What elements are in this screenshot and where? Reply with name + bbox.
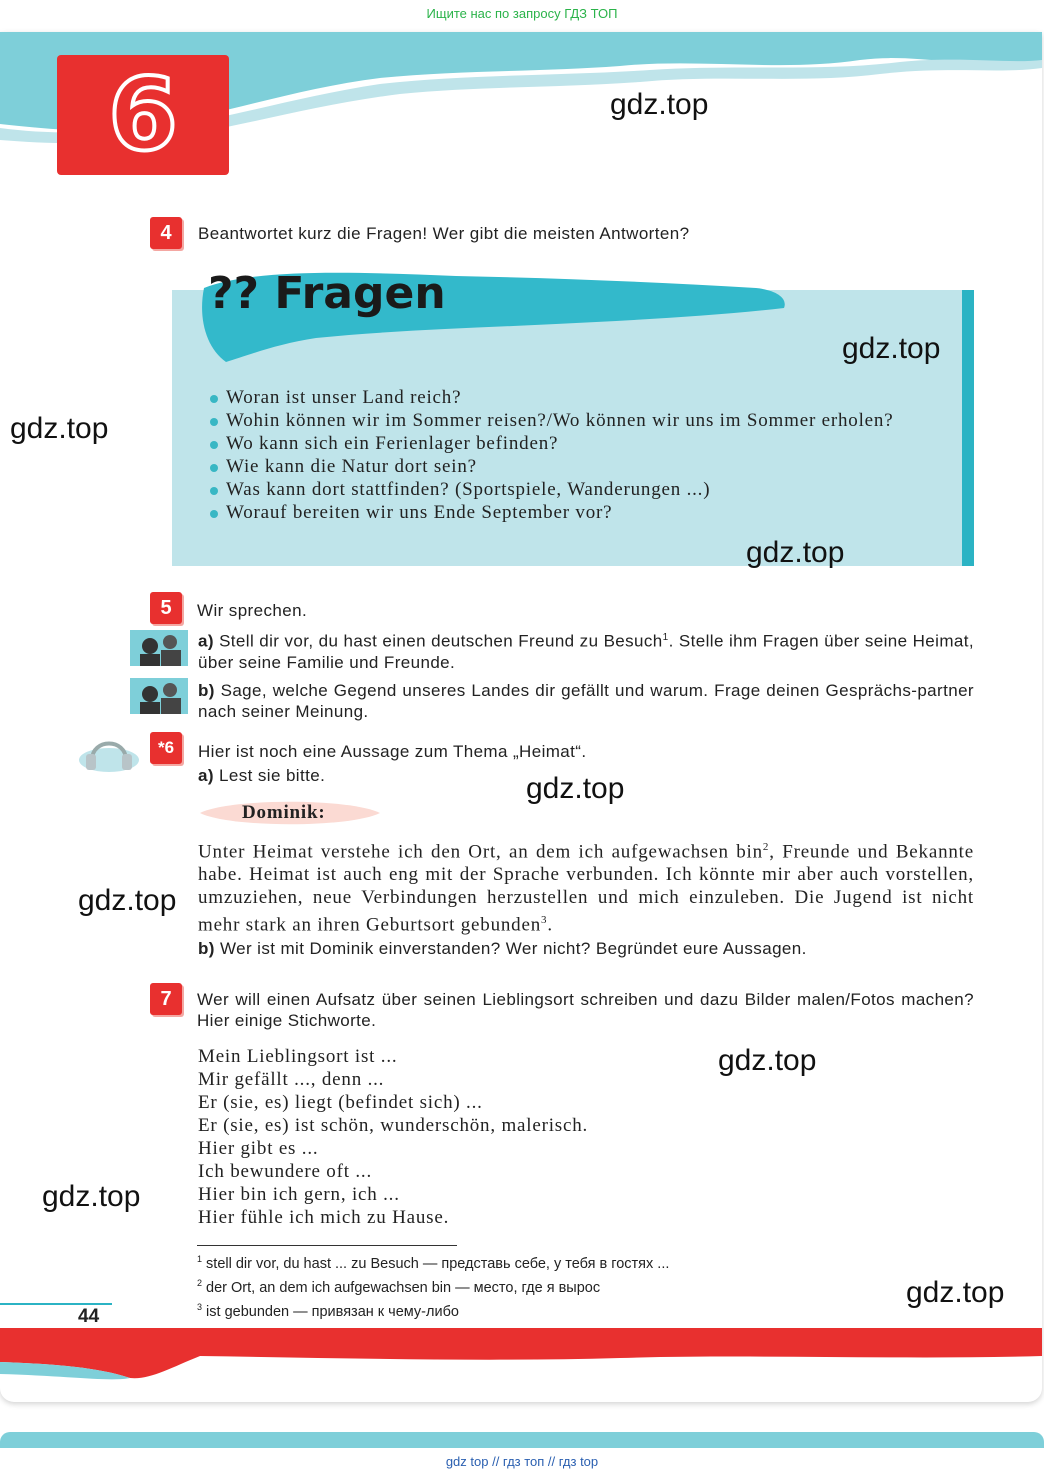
footer-brush-band	[0, 1328, 1042, 1382]
statement-text: .	[547, 914, 553, 936]
pair-work-icon	[130, 628, 188, 668]
fragen-title: ?? Fragen	[208, 268, 446, 319]
list-item: Worauf bereiten wir uns Ende September vor?	[208, 501, 953, 524]
list-item: Hier bin ich gern, ich ...	[198, 1184, 400, 1205]
watermark: gdz.top	[906, 1276, 1005, 1309]
exercise-7-instruction: Wer will einen Aufsatz über seinen Lieblingsort schreiben und dazu Bilder malen/Fotos machen? Hier einige Stichworte.	[197, 990, 974, 1030]
item-label-b: b)	[198, 939, 215, 958]
footnote-mark: 3	[197, 1301, 203, 1312]
footnote-text: ist gebunden — привязан к чему-либо	[206, 1303, 459, 1320]
list-item: Mein Lieblingsort ist ...	[198, 1046, 398, 1067]
exercise-number-7: 7	[150, 983, 182, 1015]
exercise-6b	[198, 939, 807, 959]
bottom-note[interactable]: gdz top // гдз топ // гдз top	[445, 1454, 599, 1469]
page-number-line	[0, 1303, 112, 1305]
exercise-6a-text: Lest sie bitte.	[219, 766, 326, 785]
footnote	[197, 1274, 669, 1298]
watermark: gdz.top	[746, 536, 845, 569]
item-label-a: a)	[198, 631, 214, 651]
pair-work-icon	[130, 676, 188, 716]
exercise-5a-text: Stell dir vor, du hast einen deutschen Freund zu Besuch	[219, 631, 663, 651]
footnote-divider	[197, 1245, 457, 1246]
footnote-text: stell dir vor, du hast ... zu Besuch — представь себе, у тебя в гостях ...	[206, 1255, 670, 1272]
headphones-icon	[76, 726, 142, 774]
list-item: Wo kann sich ein Ferienlager befinden?	[208, 432, 953, 455]
footnote-ref-2: 2	[762, 841, 770, 853]
list-item: Er (sie, es) ist schön, wunderschön, malerisch.	[198, 1115, 589, 1136]
watermark: gdz.top	[78, 884, 177, 917]
question-list	[208, 386, 953, 524]
item-label-a: a)	[198, 766, 214, 785]
exercise-4-instruction: Beantwortet kurz die Fragen! Wer gibt die meisten Antworten?	[198, 224, 690, 243]
exercise-number-5: 5	[150, 592, 182, 624]
footnote-mark: 1	[197, 1254, 203, 1264]
next-page-edge	[0, 1432, 1044, 1448]
statement-text: , Freunde und Bekannte habe. Heimat ist auch eng mit der Sprache verbunden. Ich könnte mir aber auch vorstellen, umzuziehen, neue Verbindungen herzustellen und mich einzuleben. Die Jugend ist nicht mehr stark an ihren Geburtsort gebunden	[198, 841, 974, 936]
exercise-number-4: 4	[150, 217, 182, 249]
list-item: Woran ist unser Land reich?	[208, 386, 953, 409]
page-number: 44	[78, 1306, 100, 1327]
list-item: Wohin können wir im Sommer reisen?/Wo können wir uns im Sommer erholen?	[208, 409, 953, 432]
footnote-ref-1: 1	[662, 632, 669, 643]
dominik-statement	[198, 836, 974, 937]
list-item: Hier fühle ich mich zu Hause.	[198, 1207, 450, 1228]
list-item: Mir gefällt ..., denn ...	[198, 1069, 385, 1090]
footnotes	[197, 1250, 669, 1321]
watermark: gdz.top	[842, 332, 941, 365]
footnote-mark: 2	[197, 1277, 203, 1288]
list-item: Hier gibt es ...	[198, 1138, 319, 1159]
chapter-number: 6	[108, 56, 178, 173]
watermark: gdz.top	[10, 412, 109, 445]
footnote-text: der Ort, an dem ich aufgewachsen bin — место, где я вырос	[206, 1279, 601, 1296]
keyword-list	[198, 1045, 588, 1229]
watermark: gdz.top	[42, 1180, 141, 1213]
top-note[interactable]: Ищите нас по запросу ГДЗ ТОП	[426, 6, 618, 21]
item-label-b: b)	[198, 681, 215, 700]
footnote	[197, 1298, 669, 1322]
list-item: Er (sie, es) liegt (befindet sich) ...	[198, 1092, 483, 1113]
watermark: gdz.top	[718, 1044, 817, 1077]
statement-text: Unter Heimat verstehe ich den Ort, an dem ich aufgewachsen bin	[198, 841, 763, 863]
list-item: Was kann dort stattfinden? (Sportspiele, Wanderungen ...)	[208, 478, 953, 501]
exercise-6-instruction: Hier ist noch eine Aussage zum Thema „Heimat“.	[198, 742, 587, 761]
chapter-badge	[57, 55, 229, 175]
exercise-5-instruction: Wir sprechen.	[197, 601, 308, 620]
exercise-5b	[198, 680, 974, 722]
exercise-5a	[198, 627, 974, 673]
speaker-name: Dominik:	[242, 802, 326, 823]
exercise-6b-text: Wer ist mit Dominik einverstanden? Wer nicht? Begründet eure Aussagen.	[219, 939, 807, 958]
watermark: gdz.top	[610, 88, 709, 121]
exercise-6a	[198, 766, 325, 786]
exercise-5a-text: . Stelle ihm Fragen über seine Heimat, über seine Familie und Freunde.	[198, 631, 975, 672]
footnote-ref-3: 3	[541, 914, 548, 927]
exercise-5b-text: Sage, welche Gegend unseres Landes dir gefällt und warum. Frage deinen Gesprächs-partner nach seiner Meinung.	[198, 681, 974, 721]
list-item: Ich bewundere oft ...	[198, 1161, 373, 1182]
watermark: gdz.top	[526, 772, 625, 805]
fragen-box-border	[962, 290, 974, 566]
list-item: Wie kann die Natur dort sein?	[208, 455, 953, 478]
footnote	[197, 1250, 669, 1274]
exercise-number-6: *6	[150, 732, 182, 764]
